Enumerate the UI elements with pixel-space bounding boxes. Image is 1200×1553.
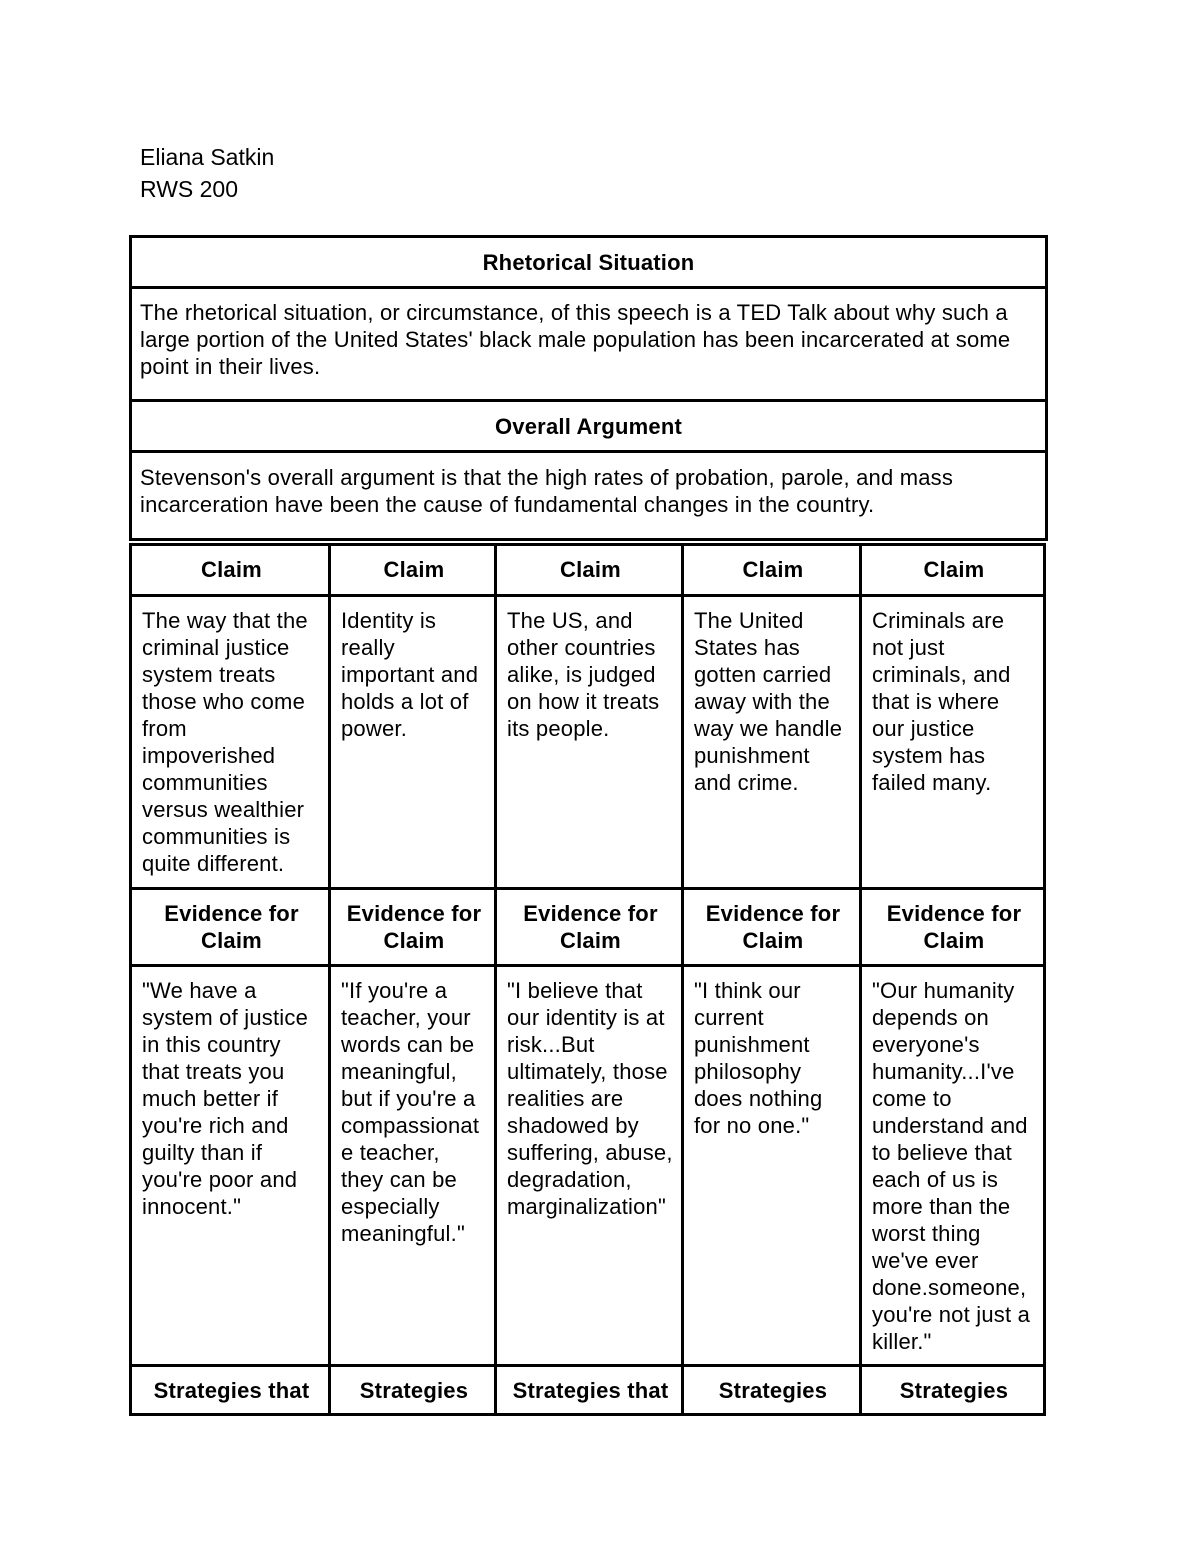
claim-header-row (131, 545, 1045, 596)
evidence-heading: Evidence for Claim (861, 889, 1045, 966)
document-header (140, 141, 274, 205)
strategies-heading: Strategies (330, 1366, 496, 1415)
claim-heading: Claim (496, 545, 683, 596)
claim-text: The United States has gotten carried away with the way we handle punishment and crime. (683, 596, 861, 889)
strategies-heading: Strategies (683, 1366, 861, 1415)
evidence-quote: "Our humanity depends on everyone's humanity...I've come to understand and to believe that each of us is more than the worst thing we've ever done.someone, you're not just a killer." (861, 966, 1045, 1366)
strategies-heading: Strategies that (131, 1366, 330, 1415)
claim-heading: Claim (131, 545, 330, 596)
evidence-quote: "We have a system of justice in this country that treats you much better if you're rich and guilty than if you're poor and innocent." (131, 966, 330, 1366)
evidence-heading: Evidence for Claim (683, 889, 861, 966)
claim-text: Identity is really important and holds a lot of power. (330, 596, 496, 889)
claims-table (129, 543, 1046, 1416)
claim-text: The way that the criminal justice system treats those who come from impoverished communities versus wealthier communities is quite different. (131, 596, 330, 889)
evidence-quote: "If you're a teacher, your words can be meaningful, but if you're a compassionat e teacher, they can be especially meaningful." (330, 966, 496, 1366)
strategies-heading: Strategies (861, 1366, 1045, 1415)
claim-heading: Claim (330, 545, 496, 596)
evidence-heading: Evidence for Claim (330, 889, 496, 966)
claim-text: Criminals are not just criminals, and that is where our justice system has failed many. (861, 596, 1045, 889)
claim-heading: Claim (683, 545, 861, 596)
strategies-header-row (131, 1366, 1045, 1415)
evidence-quote: "I believe that our identity is at risk...But ultimately, those realities are shadowed by suffering, abuse, degradation, marginalization" (496, 966, 683, 1366)
claim-heading: Claim (861, 545, 1045, 596)
evidence-header-row (131, 889, 1045, 966)
rhetorical-situation-heading: Rhetorical Situation (131, 237, 1047, 288)
overall-argument-heading: Overall Argument (131, 401, 1047, 452)
evidence-quote: "I think our current punishment philosophy does nothing for no one." (683, 966, 861, 1366)
evidence-heading: Evidence for Claim (131, 889, 330, 966)
rhetorical-situation-table (129, 235, 1048, 541)
evidence-heading: Evidence for Claim (496, 889, 683, 966)
rhetorical-situation-text: The rhetorical situation, or circumstance, of this speech is a TED Talk about why such a large portion of the United States' black male population has been incarcerated at some point in their lives. (131, 288, 1047, 401)
author-name: Eliana Satkin (140, 144, 275, 170)
course-code: RWS 200 (140, 176, 239, 202)
claim-text: The US, and other countries alike, is judged on how it treats its people. (496, 596, 683, 889)
overall-argument-text: Stevenson's overall argument is that the high rates of probation, parole, and mass incarceration have been the cause of fundamental changes in the country. (131, 452, 1047, 540)
strategies-heading: Strategies that (496, 1366, 683, 1415)
evidence-text-row (131, 966, 1045, 1366)
claim-text-row (131, 596, 1045, 889)
